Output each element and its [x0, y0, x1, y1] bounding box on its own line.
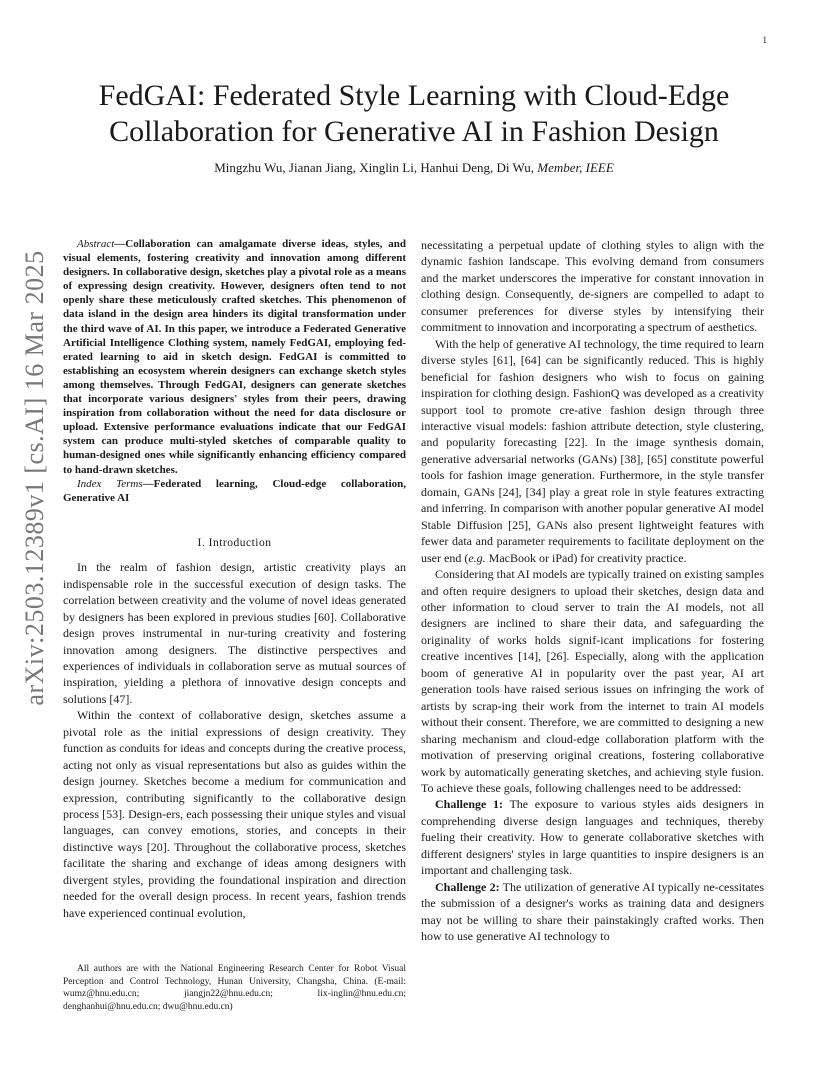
page-number: 1: [762, 35, 767, 45]
index-terms-label: Index Terms: [77, 477, 143, 490]
abstract-text: —Collaboration can amalgamate diverse ideas, styles, and visual elements, fostering creativity and innovation among different designers. In collaborative design, sketches play a pivotal role as a means of expressing design creativity. However, designers often tend to not openly share these meticulously crafted sketches. This phenomenon of data island in the design area hinders its digital transformation under the third wave of AI. In this paper, we introduce a Federated Generative Artificial Intelligence Clothing system, namely FedGAI, employing fed-erated learning to aid in sketch design. FedGAI is committed to establishing an ecosystem wherein designers can exchange sketch styles among themselves. Through FedGAI, designers can generate sketches that incorporate various designers' styles from their peers, drawing inspiration from collaboration without the need for data disclosure or upload. Extensive performance evaluations indicate that our FedGAI system can produce multi-styled sketches of comparable quality to human-designed ones while significantly enhancing efficiency compared to hand-drawn sketches.: [63, 238, 406, 476]
section-heading-introduction: I. Introduction: [197, 536, 272, 549]
author-affiliation-footnote: [63, 963, 406, 1013]
challenge-1-text: The exposure to various styles aids designers in comprehending diverse design languages and techniques, thereby fueling their creativity. How to generate collaborative sketches with different designers' styles in large quantities to inspire designers is an important and challenging task.: [421, 797, 764, 878]
author-names: Mingzhu Wu, Jianan Jiang, Xinglin Li, Hanhui Deng, Di Wu,: [214, 160, 535, 175]
challenge-1-label: Challenge 1:: [435, 797, 503, 812]
arxiv-identifier-stamp: [0, 0, 60, 1072]
body-paragraph: [421, 336, 764, 566]
abstract: [63, 237, 406, 477]
abstract-label: Abstract: [77, 238, 115, 250]
body-paragraph: Within the context of collaborative design, sketches assume a pivotal role as the initial expressions of design creativity. They function as conduits for ideas and concepts during the creative process, acting not only as visual representations but also as guides within the design journey. Sketches become a medium for communication and expression, contributing significantly to the collaborative design process [53]. Design-ers, each possessing their unique styles and visual languages, can convey emotions, stories, and concepts in their distinctive ways [20]. Throughout the collaborative process, sketches facilitate the sharing and exchange of ideas among designers with divergent styles, providing the foundational inspiration and direction needed for the overall design process. In recent years, fashion trends have experienced continual evolution,: [63, 708, 406, 920]
challenge-2-label: Challenge 2:: [435, 879, 500, 894]
paragraph-text-end: MacBook or iPad) for creativity practice.: [485, 550, 687, 565]
author-line: [60, 160, 768, 176]
paragraph-text: With the help of generative AI technology, the time required to learn diverse styles [61], [64] can be significantly reduced. This is highly beneficial for fashion designers who wish to focus on gaining inspiration for clothing design. FashionQ was developed as a creativity support tool to promote cre-ative fashion design through three interactive visual models: fashion attribute detection, style clustering, and popularity forecasting [22]. In the image synthesis domain, generative adversarial networks (GANs) [38], [65] constitute powerful tools for fashion image generation. Furthermore, in the style transfer domain, GANs [24], [34] play a great role in style features extracting and inferring. In comparison with another popular generative AI model Stable Diffusion [25], GANs also present lightweight features with fewer data and parameter requirements to facilitate deployment on the user end (: [421, 336, 764, 565]
left-column: [63, 237, 406, 921]
author-membership: Member, IEEE: [537, 160, 614, 175]
eg-abbreviation: e.g.: [468, 550, 486, 565]
right-column: [421, 237, 764, 944]
body-paragraph: In the realm of fashion design, artistic creativity plays an indispensable role in the successful execution of design tasks. The correlation between creativity and the volume of novel ideas generated by designers has been explored in previous studies [60]. Collaborative design proves instrumental in nur-turing creativity and fostering innovation among designers. The distinctive perspectives and experiences of individuals in collaboration serve as mutual sources of inspiration, yielding a plethora of innovative design concepts and solutions [47].: [63, 560, 406, 706]
arxiv-identifier-text: arXiv:2503.12389v1 [cs.AI] 16 Mar 2025: [20, 250, 49, 706]
footnote-text: All authors are with the National Engineering Research Center for Robot Visual Perception and Control Technology, Hunan University, Changsha, China. (E-mail: wumz@hnu.edu.cn; jiangjn22@hnu.edu.cn; lix-inglin@hnu.edu.cn; denghanhui@hnu.edu.cn; dwu@hnu.edu.cn): [63, 964, 406, 1012]
paper-title: FedGAI: Federated Style Learning with Cloud-Edge Collaboration for Generative AI in Fashion Design: [98, 79, 730, 148]
challenge-2-text: The utilization of generative AI typically ne-cessitates the submission of a designer's works as training data and designers may not be willing to share their painstakingly crafted works. Then how to use generative AI technology to: [421, 879, 764, 944]
body-paragraph: necessitating a perpetual update of clothing styles to align with the dynamic fashion landscape. This evolving demand from consumers and the market underscores the imperative for constant innovation in clothing design. Consequently, de-signers are compelled to adapt to consumer preferences for diverse styles by intensifying their commitment to innovation and incorporating a spectrum of aesthetics.: [421, 238, 764, 335]
challenge-2-paragraph: [421, 879, 764, 945]
index-terms: [63, 477, 406, 505]
body-paragraph: Considering that AI models are typically trained on existing samples and often require designers to upload their sketches, design data and other information to cloud server to train the AI models, not all designers are inclined to share their data, and safeguarding the originality of works holds signif-icant implications for fostering creative incentives [14], [26]. Especially, along with the application boom of generative AI in popularity over the past year, AI art generation tools have raised serious issues on infringing the work of artists by scrap-ing their work from the internet to train AI models without their consent. Therefore, we are committed to designing a new sharing mechanism and cloud-edge collaboration platform with the motivation of preserving original creations, fostering collaborative work by automatically generating sketches, and achieving style fusion. To achieve these goals, following challenges need to be addressed:: [421, 567, 764, 795]
challenge-1-paragraph: [421, 796, 764, 878]
index-terms-text: —Federated learning, Cloud-edge collaboration, Generative AI: [63, 477, 406, 504]
